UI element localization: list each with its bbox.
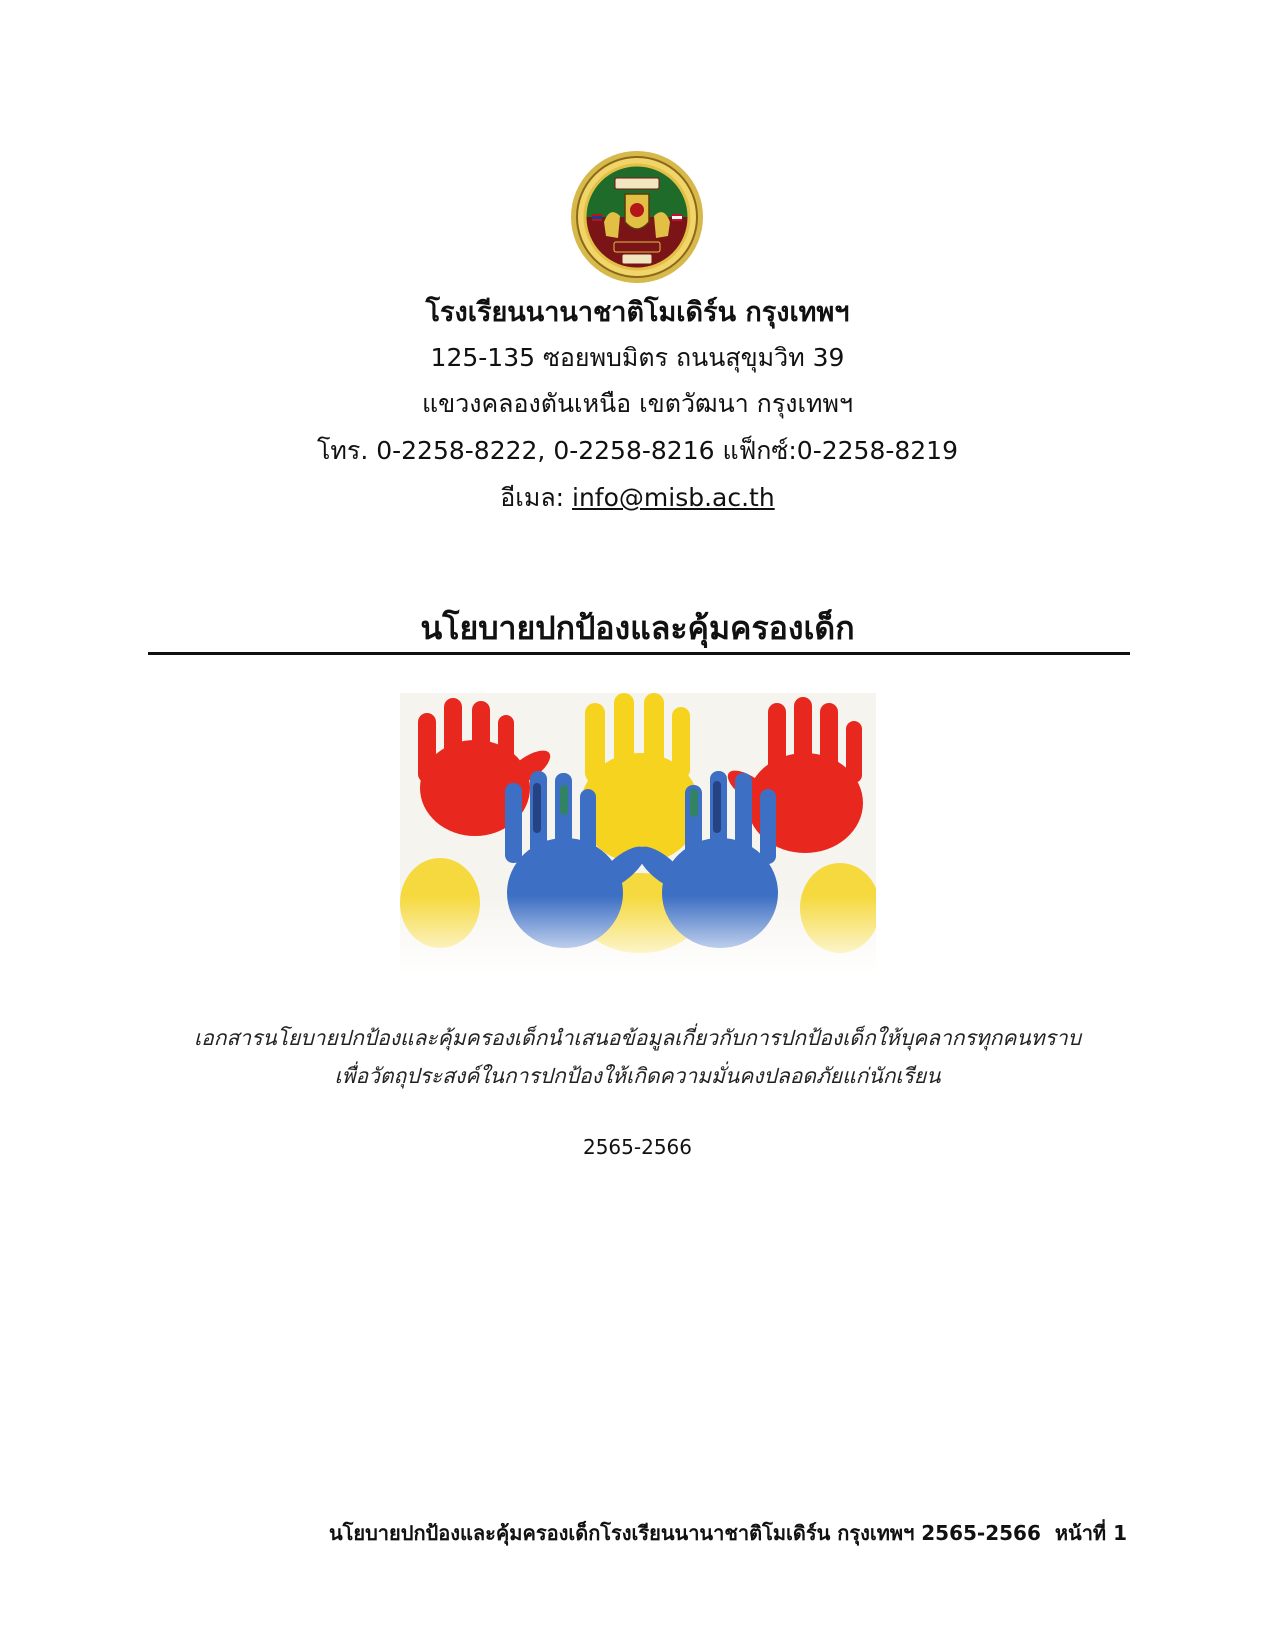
footer-text: นโยบายปกป้องและคุ้มครองเด็กโรงเรียนนานาชาติโมเดิร์น กรุงเทพฯ 2565-2566 <box>328 1521 1041 1545</box>
email-label: อีเมล: <box>500 483 573 512</box>
address-line-2: แขวงคลองตันเหนือ เขตวัฒนา กรุงเทพฯ <box>422 389 853 418</box>
school-name: โรงเรียนนานาชาติโมเดิร์น กรุงเทพฯ <box>425 297 850 328</box>
page-footer <box>329 1517 1127 1549</box>
intro-line-1: เอกสารนโยบายปกป้องและคุ้มครองเด็กนำเสนอข้อมูลเกี่ยวกับการปกป้องเด็กให้บุคลากรทุกคนทราบ <box>193 1026 1081 1050</box>
page-number: หน้าที่ 1 <box>1054 1521 1127 1545</box>
email-link[interactable]: info@misb.ac.th <box>572 483 775 512</box>
document-title: นโยบายปกป้องและคุ้มครองเด็ก <box>420 609 855 647</box>
title-divider <box>148 652 1130 655</box>
address-line-1: 125-135 ซอยพบมิตร ถนนสุขุมวิท 39 <box>430 343 845 372</box>
handprints-icon <box>400 693 876 975</box>
phone-fax-line: โทร. 0-2258-8222, 0-2258-8216 แฟ็กซ์:0-2258-8219 <box>317 436 958 465</box>
email-line <box>0 478 1275 518</box>
crest-icon <box>570 150 704 284</box>
handprints-illustration <box>400 693 876 975</box>
intro-line-2: เพื่อวัตถุประสงค์ในการปกป้องให้เกิดความมั่นคงปลอดภัยแก่นักเรียน <box>334 1064 941 1088</box>
academic-year: 2565-2566 <box>582 1135 692 1159</box>
school-crest-logo <box>570 150 704 284</box>
